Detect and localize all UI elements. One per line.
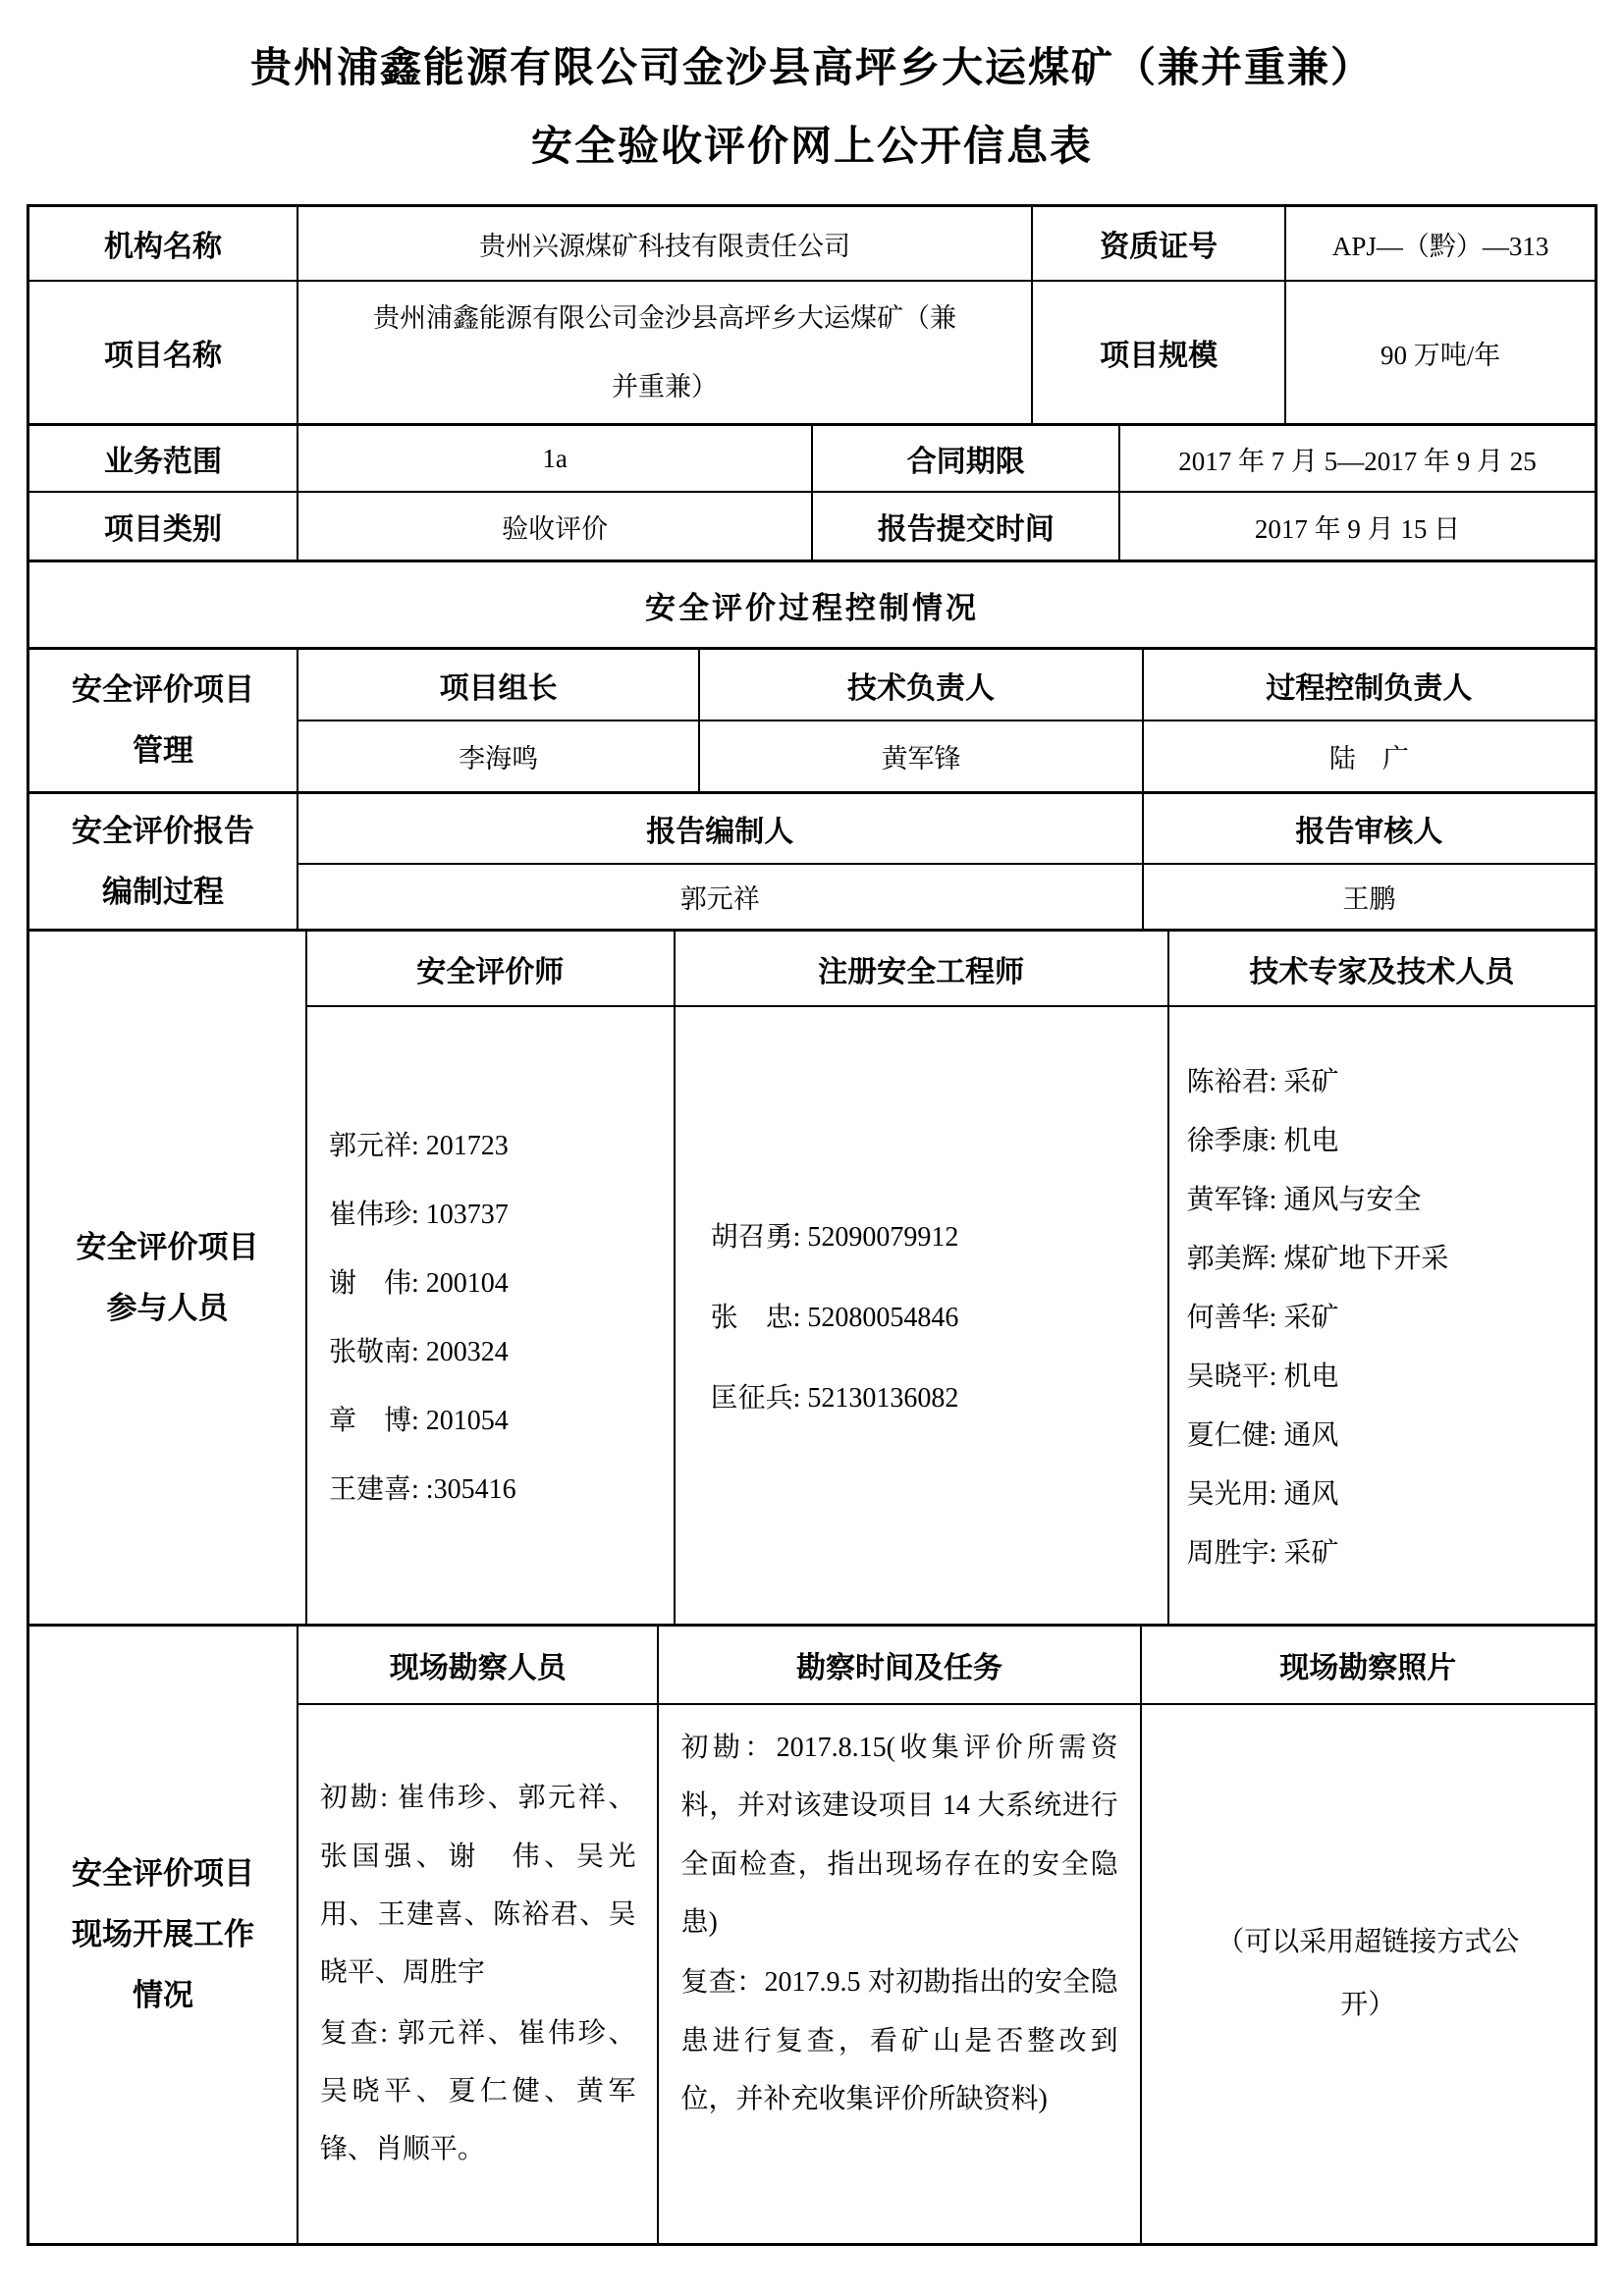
list-item: 黄军锋: 通风与安全 [1186,1185,1422,1215]
list-item: 何善华: 采矿 [1186,1303,1339,1333]
list-item: 张敬南: 200324 [329,1337,509,1367]
survey-personnel-initial: 初勘: 崔伟珍、郭元祥、张国强、谢 伟、吴光用、王建喜、陈裕君、吴晓平、周胜宇 [319,1783,636,1989]
contract-period-label: 合同期限 [811,426,1118,491]
engineers-list [674,1005,1167,1624]
section-participants [29,929,1595,1624]
list-item: 周胜宇: 采矿 [1186,1538,1339,1569]
list-item: 夏仁健: 通风 [1186,1420,1339,1451]
survey-schedule-cell [657,1703,1139,2243]
process-lead-value: 陆 广 [1142,720,1595,791]
evaluators-header: 安全评价师 [305,932,674,1005]
management-row-label: 安全评价项目 管理 [71,672,254,768]
process-lead-header: 过程控制负责人 [1142,650,1595,720]
survey-personnel-cell [297,1703,658,2243]
experts-header: 技术专家及技术人员 [1167,932,1595,1005]
list-item: 章 博: 201054 [329,1406,509,1436]
section-management [29,647,1595,791]
document-title [0,0,1624,167]
team-leader-header: 项目组长 [297,650,698,720]
survey-personnel-header: 现场勘察人员 [297,1627,658,1703]
report-writer-header: 报告编制人 [297,794,1142,863]
list-item: 崔伟珍: 103737 [329,1200,509,1230]
project-category-value: 验收评价 [297,491,811,560]
section-basic-bottom [29,423,1595,560]
list-item: 谢 伟: 200104 [329,1268,509,1299]
section-basic-top [29,207,1595,423]
report-reviewer-value: 王鹏 [1142,863,1595,929]
contract-period-value: 2017 年 7 月 5—2017 年 9 月 25 [1118,426,1595,491]
list-item: 匡征兵: 52130136082 [710,1383,959,1414]
list-item: 张 忠: 52080054846 [710,1303,959,1333]
cert-no-label: 资质证号 [1031,207,1284,280]
list-item: 陈裕君: 采矿 [1186,1067,1339,1097]
list-item: 郭美辉: 煤矿地下开采 [1186,1244,1449,1274]
participants-row-label: 安全评价项目 参与人员 [76,1229,259,1325]
survey-photos-header: 现场勘察照片 [1140,1627,1595,1703]
business-scope-label: 业务范围 [103,446,222,478]
report-row-label: 安全评价报告 编制过程 [71,813,254,909]
tech-lead-header: 技术负责人 [698,650,1141,720]
survey-personnel-recheck: 复查: 郭元祥、崔伟珍、吴晓平、夏仁健、黄军锋、肖顺平。 [319,2017,636,2165]
org-name-value: 贵州兴源煤矿科技有限责任公司 [297,207,1031,280]
document-title-line1: 贵州浦鑫能源有限公司金沙县高坪乡大运煤矿（兼并重兼） [249,44,1374,90]
survey-schedule-header: 勘察时间及任务 [657,1627,1139,1703]
report-submit-label: 报告提交时间 [811,491,1118,560]
process-control-header: 安全评价过程控制情况 [645,590,979,625]
section-process-banner [29,560,1595,647]
experts-list [1167,1005,1595,1624]
engineers-header: 注册安全工程师 [674,932,1167,1005]
list-item: 吴晓平: 机电 [1186,1362,1339,1392]
survey-schedule-recheck: 复查：2017.9.5 对初勘指出的安全隐患进行复查，看矿山是否整改到位，并补充收集评价所缺资料) [680,1967,1118,2115]
business-scope-value: 1a [297,426,811,491]
section-report [29,791,1595,929]
site-work-row-label: 安全评价项目 现场开展工作 情况 [71,1856,254,2012]
report-writer-value: 郭元祥 [297,863,1142,929]
evaluators-list [305,1005,674,1624]
list-item: 胡召勇: 52090079912 [710,1222,959,1253]
list-item: 郭元祥: 201723 [329,1131,509,1161]
project-name-value: 贵州浦鑫能源有限公司金沙县高坪乡大运煤矿（兼并重兼） [297,280,1031,423]
survey-photos-value: （可以采用超链接方式公开） [1140,1703,1595,2243]
team-leader-value: 李海鸣 [297,720,698,791]
section-site-work [29,1624,1595,2243]
tech-lead-value: 黄军锋 [698,720,1141,791]
org-name-label: 机构名称 [103,231,222,263]
list-item: 徐季康: 机电 [1186,1126,1339,1156]
project-category-label: 项目类别 [29,491,297,560]
report-submit-value: 2017 年 9 月 15 日 [1118,491,1595,560]
project-scale-value: 90 万吨/年 [1284,280,1595,423]
info-table [27,204,1597,2246]
report-reviewer-header: 报告审核人 [1142,794,1595,863]
document-title-line2: 安全验收评价网上公开信息表 [530,123,1093,169]
list-item: 王建喜: :305416 [329,1474,516,1505]
cert-no-value: APJ—（黔）—313 [1284,207,1595,280]
project-name-label: 项目名称 [29,280,297,423]
project-scale-label: 项目规模 [1031,280,1284,423]
list-item: 吴光用: 通风 [1186,1479,1339,1510]
survey-schedule-initial: 初勘：2017.8.15(收集评价所需资料，并对该建设项目 14 大系统进行全面检查，指出现场存在的安全隐患) [680,1733,1118,1939]
